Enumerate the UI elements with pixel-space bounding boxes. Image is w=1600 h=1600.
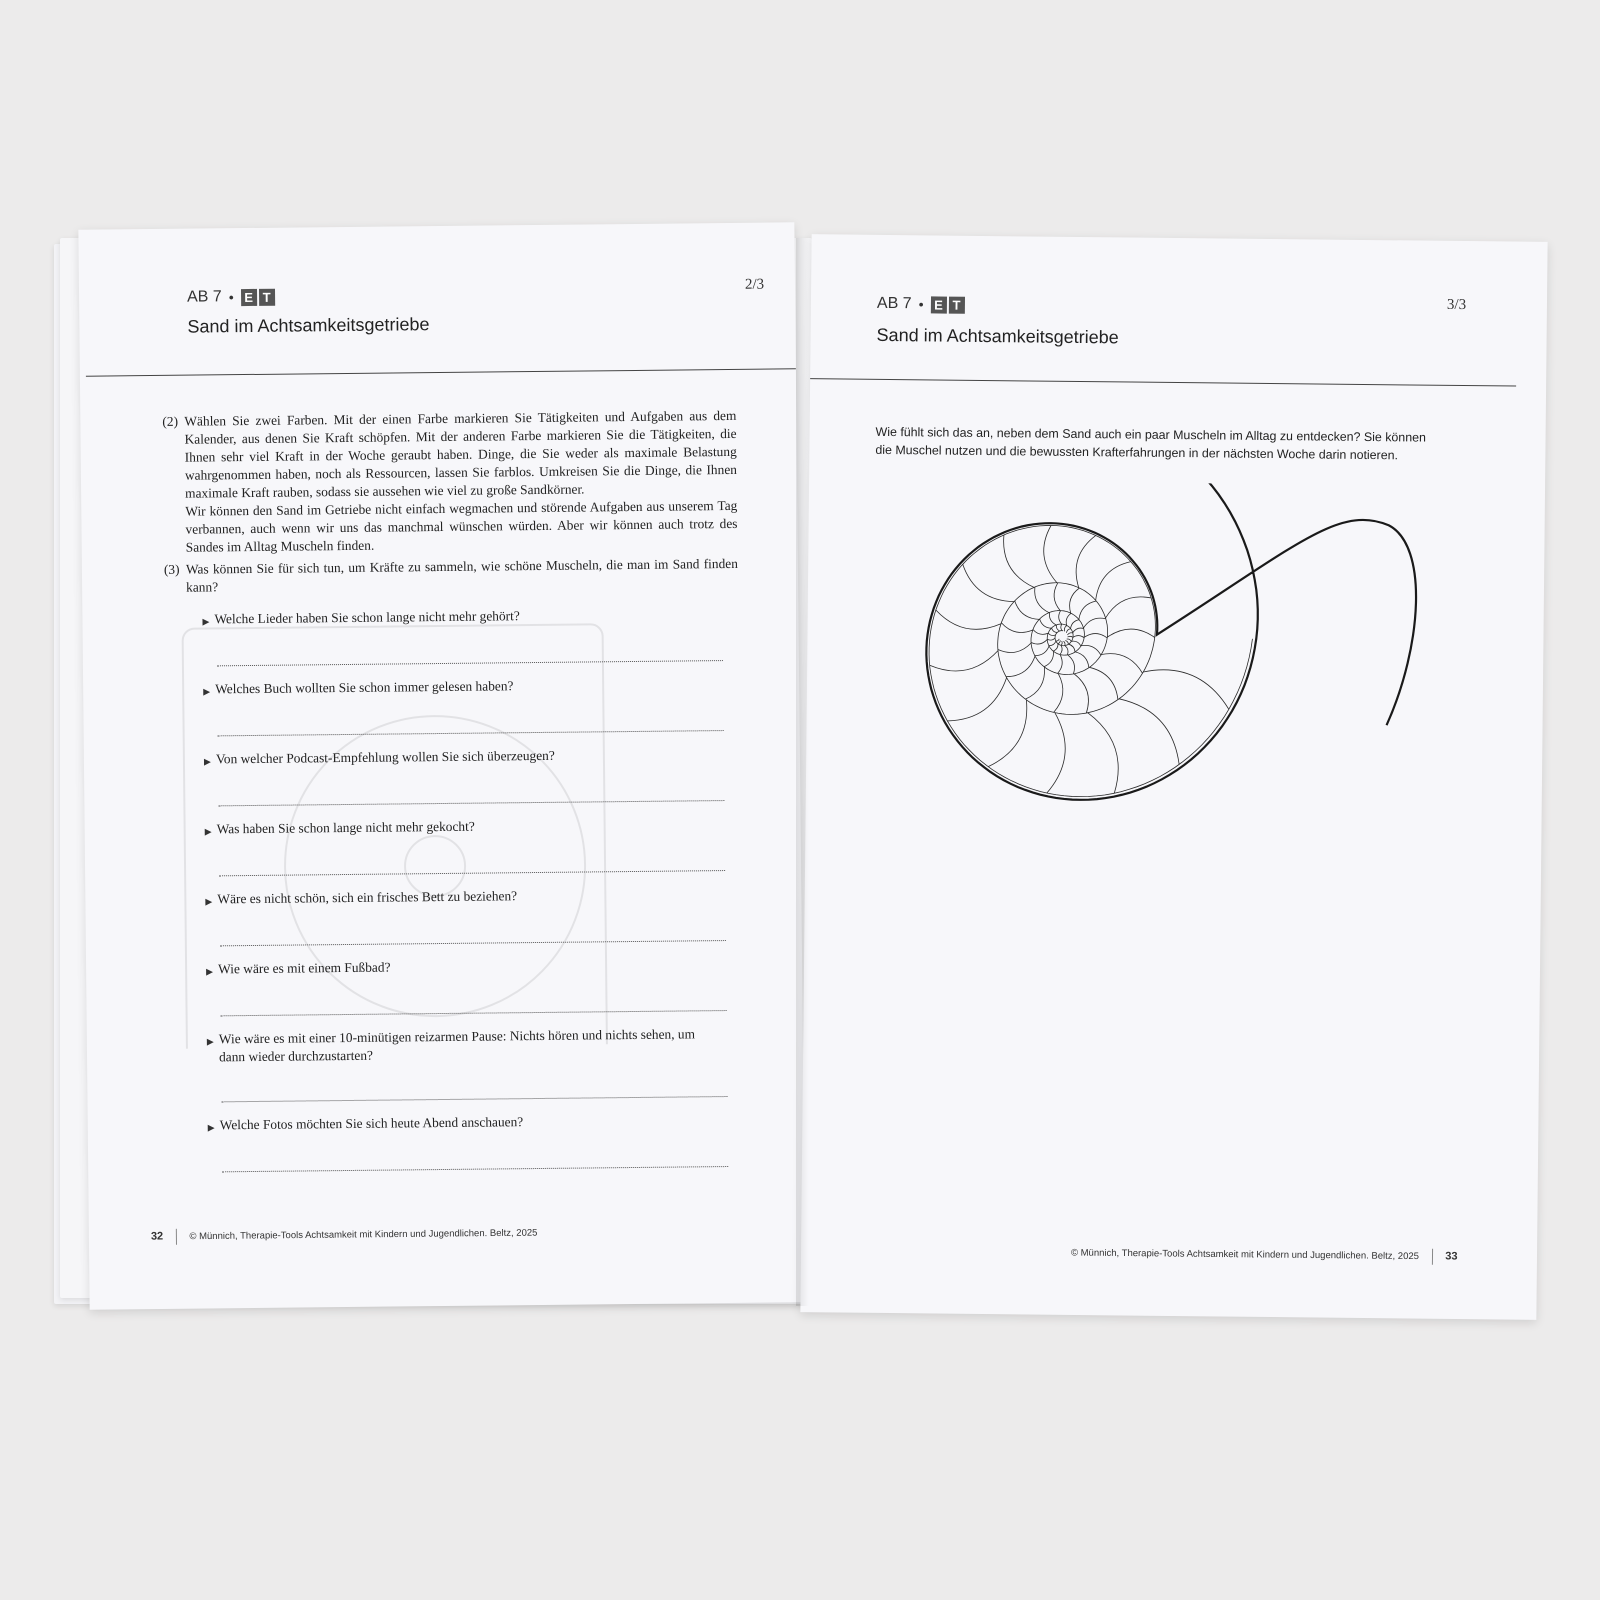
answer-line[interactable] — [219, 870, 725, 876]
right-copyright: © Münnich, Therapie-Tools Achtsamkeit mit Kindern und Jugendlichen. Beltz, 2025 — [1070, 1247, 1420, 1263]
shell-chamber — [1070, 588, 1080, 613]
triangle-bullet-icon: ▶ — [203, 756, 211, 767]
shell-chamber — [1044, 651, 1054, 667]
answer-line[interactable] — [217, 660, 723, 666]
shell-chamber — [1071, 641, 1081, 646]
item-2-number: (2) — [162, 413, 179, 429]
right-page-title: Sand im Achtsamkeitsgetriebe — [876, 324, 1119, 348]
left-et-badge — [241, 288, 275, 305]
shell-chamber — [1054, 673, 1063, 712]
question-list — [202, 605, 728, 1186]
question-text: Welches Buch wollten Sie schon immer gelesen haben? — [215, 678, 514, 697]
right-intro-text: Wie fühlt sich das an, neben dem Sand auch ein paar Muscheln im Alltag zu entdecken? Sie können die Muschel nutzen und die bewussten Krafterfahrungen in der nächsten Woche darin notieren. — [875, 424, 1427, 463]
shell-chamber — [1143, 670, 1229, 710]
shell-chamber-lines — [928, 524, 1254, 798]
triangle-bullet-icon: ▶ — [207, 1122, 215, 1133]
shell-chamber — [930, 650, 998, 672]
item-3-text: Was können Sie für sich tun, um Kräfte zu sammeln, wie schöne Muscheln, die man im Sand finden kann? — [185, 555, 738, 595]
shell-chamber — [1060, 645, 1062, 654]
answer-line[interactable] — [218, 800, 724, 806]
right-badge-e: E — [930, 296, 946, 313]
question-text: Welche Lieder haben Sie schon lange nicht mehr gehört? — [214, 608, 520, 627]
right-page-count: 3/3 — [1446, 296, 1467, 314]
question-item — [207, 1025, 728, 1116]
shell-chamber — [1079, 601, 1096, 620]
item-2-text: Wählen Sie zwei Farben. Mit der einen Farbe markieren Sie Tätigkeiten und Aufgaben aus dem Kalender, aus denen Sie Kraft schöpfen. Mit der anderen Farbe markieren Sie die Tätigkeiten, die Ihnen sehr viel Kraft in der Woche geraubt haben. Dinge, die Sie weder als maximale Belastung wahrgenommen haben, noch als Ressourcen, lassen Sie farblos. Umkreisen Sie die Dinge, die Ihnen maximale Kraft rauben, sodass sie aussehen wie viel zu große Sandkörner. — [184, 407, 737, 501]
right-footer — [1071, 1245, 1458, 1265]
shell-chamber — [998, 643, 1031, 653]
shell-chamber — [1025, 667, 1044, 699]
right-ab-label: AB 7 — [876, 294, 912, 313]
shell-chamber — [1066, 613, 1071, 625]
question-item — [206, 955, 727, 1030]
shell-chamber — [1049, 641, 1056, 646]
left-bullet: • — [228, 289, 234, 306]
shell-chamber — [962, 564, 1014, 601]
footer-divider — [1432, 1249, 1433, 1265]
shell-chamber — [1031, 639, 1047, 644]
shell-chamber — [1074, 674, 1089, 713]
right-header-rule — [810, 378, 1516, 386]
shell-chamber — [1061, 624, 1062, 631]
left-page-title: Sand im Achtsamkeitsgetriebe — [187, 314, 430, 337]
shell-chamber — [1107, 629, 1155, 638]
shell-chamber — [947, 677, 1006, 722]
item-3-number: (3) — [163, 561, 180, 577]
question-text: Wie wäre es mit einer 10-minütigen reizarmen Pause: Nichts hören und nichts sehen, um dann wieder durchzustarten? — [218, 1026, 696, 1065]
shell-chamber — [1101, 654, 1143, 674]
answer-line[interactable] — [218, 730, 724, 736]
left-header-code — [187, 288, 275, 307]
shell-chamber — [1068, 655, 1075, 674]
triangle-bullet-icon: ▶ — [206, 966, 214, 977]
left-footer — [151, 1225, 538, 1245]
shell-chamber — [1056, 625, 1059, 631]
question-item — [205, 885, 726, 960]
footer-divider — [176, 1229, 177, 1245]
instruction-item-2 — [162, 407, 738, 557]
shell-chamber — [1084, 633, 1107, 637]
shell-chamber — [1071, 620, 1080, 629]
shell-chamber — [1096, 561, 1131, 600]
instruction-item-3 — [163, 555, 738, 597]
shell-chamber — [1043, 525, 1057, 582]
shell-chamber — [1061, 641, 1062, 645]
left-page-count: 2/3 — [744, 276, 765, 293]
question-item — [202, 605, 723, 680]
shell-chamber — [1003, 535, 1034, 587]
shell-chamber — [1059, 611, 1062, 625]
shell-chamber — [1076, 535, 1096, 587]
left-page — [78, 222, 805, 1309]
shell-chamber — [1066, 629, 1070, 633]
shell-chamber — [1034, 587, 1049, 613]
answer-line[interactable] — [221, 1010, 727, 1016]
left-page-number: 32 — [150, 1230, 164, 1243]
shell-chamber — [1053, 644, 1058, 651]
shell-chamber — [1033, 630, 1048, 635]
shell-chamber — [1075, 652, 1089, 668]
right-header-code — [877, 295, 965, 314]
question-text: Von welcher Podcast-Empfehlung wollen Sie sich überzeugen? — [215, 747, 555, 767]
shell-chamber — [1058, 655, 1063, 674]
question-item — [204, 745, 725, 820]
shell-chamber — [988, 699, 1027, 767]
shell-chamber — [1063, 641, 1065, 646]
book-spine-shadow — [796, 238, 814, 1306]
left-header-rule — [86, 368, 796, 376]
shell-chamber — [1047, 713, 1066, 794]
question-text: Wäre es nicht schön, sich ein frisches Bett zu beziehen? — [217, 888, 518, 907]
shell-chamber — [1073, 635, 1084, 637]
triangle-bullet-icon: ▶ — [204, 826, 212, 837]
triangle-bullet-icon: ▶ — [202, 616, 210, 627]
question-text: Was haben Sie schon lange nicht mehr gekocht? — [216, 818, 475, 837]
answer-line[interactable] — [221, 1096, 727, 1102]
shell-chamber — [1083, 618, 1105, 628]
right-bullet: • — [918, 296, 924, 313]
shell-chamber — [1065, 640, 1068, 644]
shell-chamber — [1052, 628, 1058, 633]
left-ab-label: AB 7 — [186, 288, 222, 306]
shell-chamber — [1064, 625, 1066, 631]
item-2-text-continued: Wir können den Sand im Getriebe nicht einfach wegmachen und störende Aufgaben aus unserem Tag verbannen, auch wenn wir uns das manchmal wünschen würden. Aber wir können auch trotz des Sandes im Alltag Muscheln finden. — [185, 497, 738, 555]
triangle-bullet-icon: ▶ — [206, 1036, 214, 1047]
shell-chamber — [1067, 633, 1072, 635]
right-et-badge — [930, 296, 964, 313]
shell-chamber — [1054, 583, 1061, 611]
shell-chamber — [1048, 633, 1055, 635]
shell-chamber — [1081, 645, 1101, 655]
nautilus-shell-illustration[interactable] — [865, 480, 1429, 906]
right-page-number: 33 — [1445, 1250, 1458, 1263]
question-item — [203, 675, 724, 750]
shell-chamber — [1015, 601, 1040, 620]
shell-chamber — [1056, 639, 1059, 641]
right-page — [800, 234, 1547, 1320]
question-text: Welche Fotos möchten Sie sich heute Abend anschauen? — [219, 1114, 524, 1133]
shell-chamber — [1006, 656, 1035, 677]
shell-chamber — [1069, 644, 1076, 652]
answer-line[interactable] — [220, 940, 726, 946]
shell-chamber — [1065, 646, 1068, 655]
shell-chamber — [1073, 628, 1084, 633]
triangle-bullet-icon: ▶ — [203, 686, 211, 697]
shell-chamber — [1047, 638, 1055, 640]
left-badge-e: E — [241, 288, 257, 305]
question-item — [208, 1111, 729, 1186]
shell-chamber — [1089, 667, 1118, 699]
left-badge-t: T — [259, 288, 275, 305]
shell-chamber — [1001, 623, 1033, 633]
right-badge-t: T — [948, 296, 964, 313]
shell-outline — [925, 480, 1418, 804]
shell-chamber — [1067, 639, 1072, 641]
answer-line[interactable] — [222, 1166, 728, 1172]
shell-chamber — [1087, 713, 1119, 794]
shell-chamber — [1035, 646, 1049, 656]
shell-chamber — [1049, 612, 1056, 624]
shell-chamber — [1068, 636, 1073, 637]
question-text: Wie wäre es mit einem Fußbad? — [218, 959, 391, 977]
shell-chamber — [1118, 699, 1179, 765]
shell-chamber — [1106, 596, 1152, 618]
shell-chamber — [936, 610, 1001, 630]
triangle-bullet-icon: ▶ — [205, 896, 213, 907]
shell-chamber — [1040, 619, 1052, 628]
question-item — [205, 815, 726, 890]
shell-spiral — [928, 524, 1254, 798]
left-copyright: © Münnich, Therapie-Tools Achtsamkeit mit Kindern und Jugendlichen. Beltz, 2025 — [189, 1227, 538, 1243]
